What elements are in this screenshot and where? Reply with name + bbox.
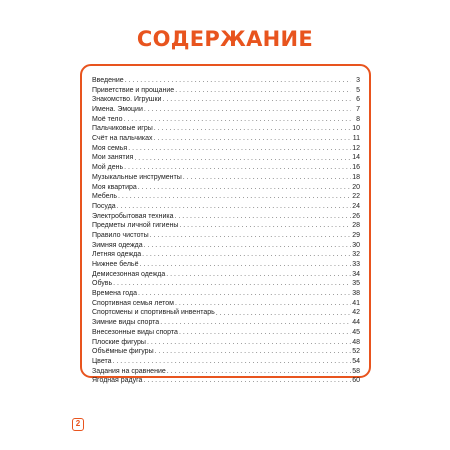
toc-entry-page: 38 [352,290,360,298]
toc-entry [92,270,360,280]
toc-entry [92,338,360,348]
toc-dot-leader [139,260,351,270]
table-of-contents [80,64,371,385]
toc-entry-page: 8 [356,115,360,123]
toc-entry [92,318,360,328]
toc-entry-page: 33 [352,261,360,269]
toc-entry-page: 60 [352,377,360,385]
toc-dot-leader [118,192,351,202]
toc-entry [92,192,360,202]
toc-entry-page: 52 [352,348,360,356]
toc-entry-page: 26 [352,212,360,220]
toc-entry-page: 44 [352,319,360,327]
toc-entry-title: Зимняя одежда [92,241,143,249]
toc-entry [92,347,360,357]
toc-entry-title: Имена. Эмоции [92,106,143,114]
toc-entry [92,309,360,319]
toc-entry-page: 30 [352,241,360,249]
toc-entry-title: Электробытовая техника [92,212,174,220]
toc-dot-leader [128,144,351,154]
toc-entry-title: Моя квартира [92,183,137,191]
toc-dot-leader [147,338,351,348]
toc-entry-title: Ягодная радуга [92,377,143,385]
toc-dot-leader [216,309,351,319]
toc-entry [92,134,360,144]
toc-entry-title: Счёт на пальчиках [92,135,153,143]
toc-entry-page: 41 [352,299,360,307]
toc-entry-page: 3 [356,76,360,84]
toc-dot-leader [160,318,351,328]
toc-entry-page: 28 [352,222,360,230]
toc-entry [92,260,360,270]
toc-dot-leader [134,154,351,164]
toc-entry-title: Предметы личной гигиены [92,222,179,230]
toc-entry [92,367,360,377]
toc-entry [92,115,360,125]
toc-entry [92,328,360,338]
toc-entry-page: 12 [352,144,360,152]
toc-entry-page: 20 [352,183,360,191]
toc-dot-leader [142,250,351,260]
toc-entry [92,163,360,173]
toc-entry [92,289,360,299]
toc-entry-title: Пальчиковые игры [92,125,153,133]
toc-dot-leader [138,183,351,193]
toc-entry [92,376,360,386]
toc-entry [92,173,360,183]
toc-dot-leader [125,76,351,86]
toc-entry-title: Нижнее бельё [92,261,139,269]
toc-entry-title: Времена года [92,290,137,298]
toc-dot-leader [179,328,351,338]
toc-dot-leader [167,367,351,377]
toc-entry-title: Мебель [92,193,118,201]
toc-entry-page: 24 [352,202,360,210]
toc-entry-page: 58 [352,367,360,375]
toc-entry-title: Приветствие и прощание [92,86,175,94]
toc-entry [92,183,360,193]
toc-dot-leader [124,115,352,125]
toc-dot-leader [113,357,352,367]
toc-entry-title: Знакомство. Игрушки [92,96,162,104]
toc-entry [92,299,360,309]
toc-entry-page: 11 [352,135,360,143]
toc-entry [92,241,360,251]
toc-entry [92,76,360,86]
toc-dot-leader [179,221,351,231]
toc-dot-leader [124,163,351,173]
toc-dot-leader [117,202,351,212]
toc-entry [92,144,360,154]
toc-entry [92,95,360,105]
toc-entry-title: Моя семья [92,144,128,152]
toc-entry [92,202,360,212]
toc-entry-page: 35 [352,280,360,288]
toc-entry-title: Зимние виды спорта [92,319,160,327]
toc-entry [92,86,360,96]
toc-entry-page: 7 [356,106,360,114]
page-number: 2 [72,418,84,431]
toc-entry-title: Посуда [92,202,116,210]
page-title: СОДЕРЖАНИЕ [136,27,314,51]
toc-dot-leader [175,86,351,96]
toc-entry-title: Демисезонная одежда [92,270,166,278]
toc-entry-page: 42 [352,309,360,317]
toc-entry [92,250,360,260]
toc-entry-title: Моё тело [92,115,123,123]
toc-entry-page: 14 [352,154,360,162]
toc-entry-title: Спортсмены и спортивный инвентарь [92,309,215,317]
toc-dot-leader [113,279,351,289]
toc-entry [92,154,360,164]
toc-entry-page: 54 [352,357,360,365]
toc-entry-title: Задания на сравнение [92,367,166,375]
toc-entry-page: 32 [352,251,360,259]
toc-entry-page: 29 [352,231,360,239]
toc-dot-leader [144,241,351,251]
toc-dot-leader [155,347,351,357]
toc-entry [92,212,360,222]
toc-entry [92,279,360,289]
toc-entry [92,221,360,231]
toc-entry-page: 16 [352,164,360,172]
toc-dot-leader [144,105,351,115]
toc-entry-page: 45 [352,328,360,336]
toc-dot-leader [162,95,351,105]
toc-entry [92,231,360,241]
toc-entry-title: Мой день [92,164,124,172]
toc-entry-title: Мои занятия [92,154,134,162]
toc-entry [92,105,360,115]
toc-entry-page: 18 [352,173,360,181]
toc-dot-leader [143,376,351,386]
toc-entry-title: Спортивная семья летом [92,299,174,307]
toc-dot-leader [175,212,352,222]
toc-entry-page: 34 [352,270,360,278]
toc-dot-leader [183,173,351,183]
toc-entry-title: Плоские фигуры [92,338,146,346]
toc-entry-title: Музыкальные инструменты [92,173,182,181]
toc-entry-title: Летняя одежда [92,251,142,259]
toc-entry-title: Цвета [92,357,112,365]
toc-entry-title: Введение [92,76,124,84]
toc-entry-page: 22 [352,193,360,201]
toc-entry [92,124,360,134]
toc-dot-leader [175,299,351,309]
toc-entry-page: 5 [356,86,360,94]
toc-list [92,76,360,386]
toc-dot-leader [166,270,351,280]
toc-entry-page: 6 [356,96,360,104]
toc-entry-title: Объёмные фигуры [92,348,154,356]
toc-entry [92,357,360,367]
toc-dot-leader [154,124,351,134]
toc-entry-title: Внесезонные виды спорта [92,328,178,336]
toc-dot-leader [153,134,351,144]
toc-entry-title: Обувь [92,280,113,288]
toc-dot-leader [138,289,351,299]
toc-entry-title: Правило чистоты [92,231,149,239]
toc-dot-leader [150,231,351,241]
toc-entry-page: 48 [352,338,360,346]
toc-entry-page: 10 [352,125,360,133]
